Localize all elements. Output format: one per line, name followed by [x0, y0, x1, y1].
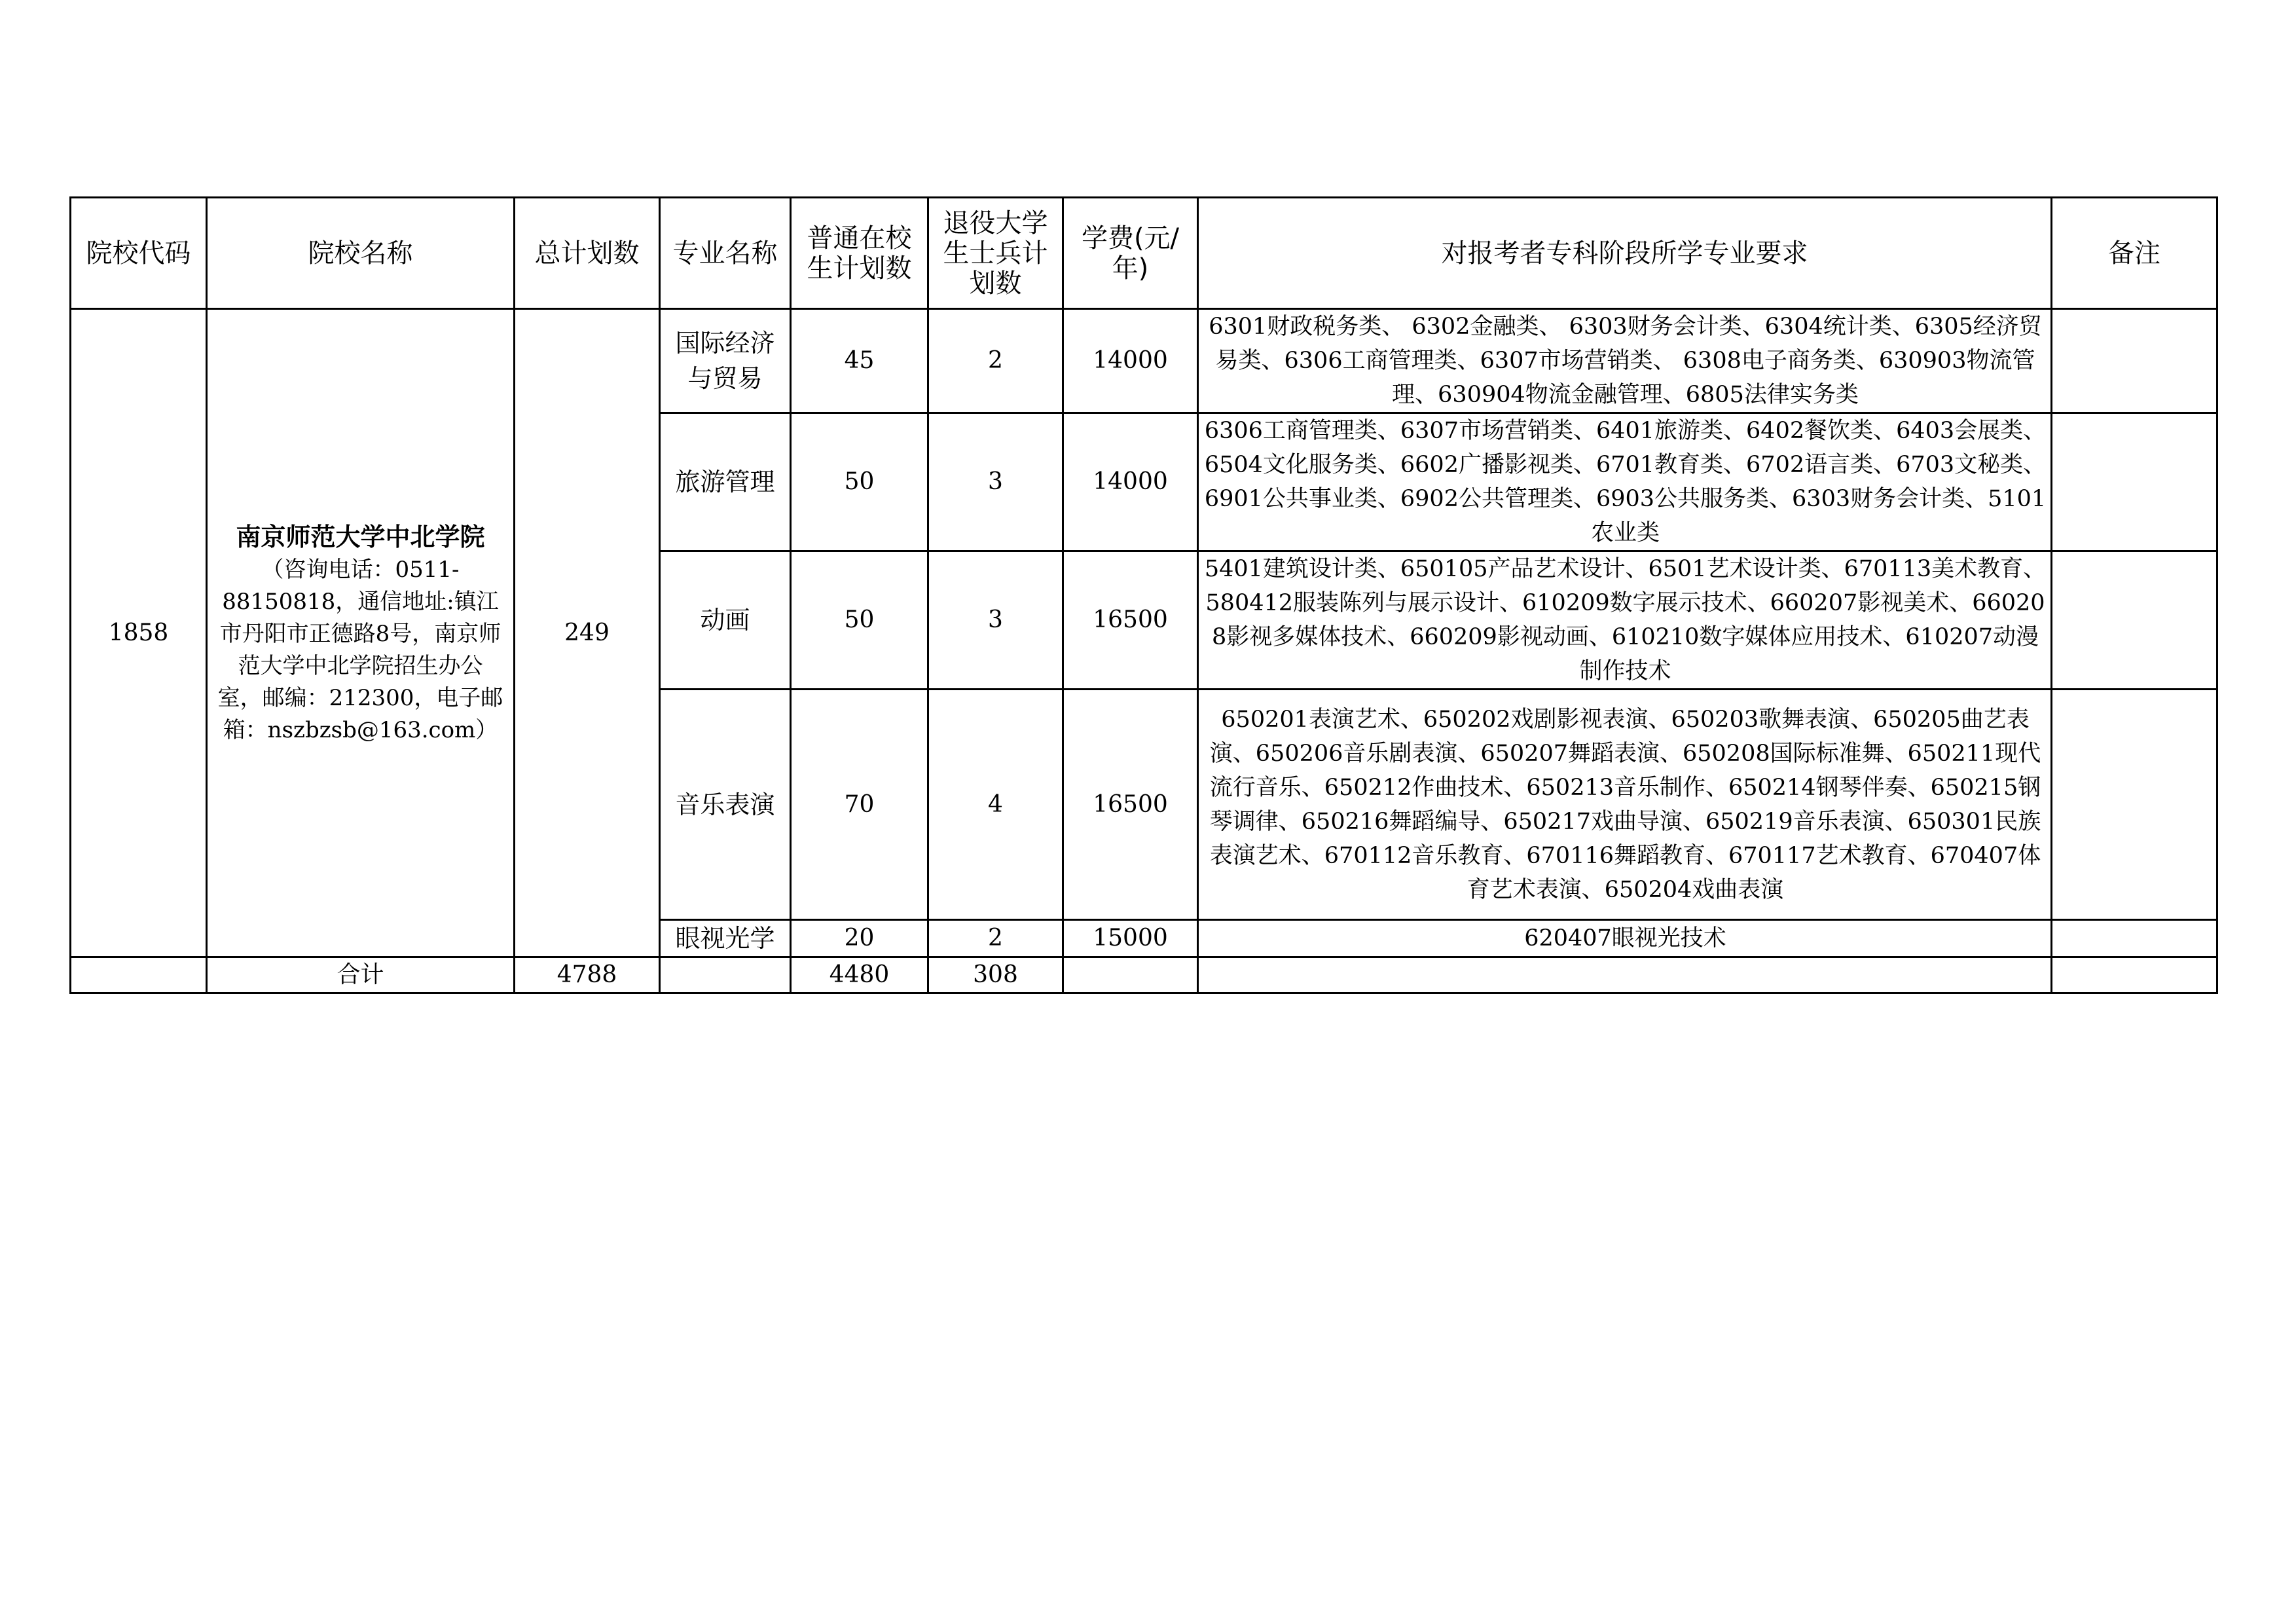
school-contact-info: （咨询电话：0511-88150818，通信地址:镇江市丹阳市正德路8号，南京师范大学中北学院招生办公室，邮编：212300，电子邮箱：nszbzsb@163.com）	[217, 556, 503, 743]
veteran-plan-cell: 3	[928, 413, 1063, 551]
total-empty-cell	[1063, 957, 1198, 993]
regular-plan-cell: 20	[791, 920, 928, 957]
veteran-plan-cell: 2	[928, 920, 1063, 957]
total-regular-sum: 4480	[791, 957, 928, 993]
total-empty-cell	[71, 957, 207, 993]
header-school-name: 院校名称	[207, 198, 515, 309]
requirements-cell: 650201表演艺术、650202戏剧影视表演、650203歌舞表演、650205曲艺表演、650206音乐剧表演、650207舞蹈表演、650208国际标准舞、650211现代流行音乐、650212作曲技术、650213音乐制作、650214钢琴伴奏、650215钢琴调律、650216舞蹈编导、650217戏曲导演、650219音乐表演、650301民族表演艺术、670112音乐教育、670116舞蹈教育、670117艺术教育、670407体育艺术表演、650204戏曲表演	[1198, 690, 2052, 920]
school-code-cell: 1858	[71, 309, 207, 957]
total-empty-cell	[2052, 957, 2217, 993]
requirements-cell: 6306工商管理类、6307市场营销类、6401旅游类、6402餐饮类、6403会展类、6504文化服务类、6602广播影视类、6701教育类、6702语言类、6703文秘类、6901公共事业类、6902公共管理类、6903公共服务类、6303财务会计类、5101农业类	[1198, 413, 2052, 551]
requirements-cell: 5401建筑设计类、650105产品艺术设计、6501艺术设计类、670113美术教育、580412服装陈列与展示设计、610209数字展示技术、660207影视美术、660208影视多媒体技术、660209影视动画、610210数字媒体应用技术、610207动漫制作技术	[1198, 551, 2052, 690]
header-total-plan: 总计划数	[515, 198, 660, 309]
total-empty-cell	[1198, 957, 2052, 993]
total-plan-sum: 4788	[515, 957, 660, 993]
header-requirements: 对报考者专科阶段所学专业要求	[1198, 198, 2052, 309]
remarks-cell	[2052, 309, 2217, 413]
major-name-cell: 眼视光学	[660, 920, 791, 957]
header-tuition: 学费(元/年)	[1063, 198, 1198, 309]
major-name-cell: 音乐表演	[660, 690, 791, 920]
school-total-plan-cell: 249	[515, 309, 660, 957]
header-row	[71, 198, 2217, 309]
major-name-cell: 国际经济与贸易	[660, 309, 791, 413]
remarks-cell	[2052, 551, 2217, 690]
remarks-cell	[2052, 690, 2217, 920]
veteran-plan-cell: 4	[928, 690, 1063, 920]
major-name-cell: 动画	[660, 551, 791, 690]
tuition-cell: 14000	[1063, 309, 1198, 413]
tuition-cell: 16500	[1063, 690, 1198, 920]
total-row	[71, 957, 2217, 993]
header-regular-plan: 普通在校生计划数	[791, 198, 928, 309]
header-major-name: 专业名称	[660, 198, 791, 309]
school-name-cell	[207, 309, 515, 957]
remarks-cell	[2052, 413, 2217, 551]
total-veteran-sum: 308	[928, 957, 1063, 993]
veteran-plan-cell: 2	[928, 309, 1063, 413]
header-school-code: 院校代码	[71, 198, 207, 309]
tuition-cell: 16500	[1063, 551, 1198, 690]
regular-plan-cell: 70	[791, 690, 928, 920]
requirements-cell: 6301财政税务类、 6302金融类、 6303财务会计类、6304统计类、6305经济贸易类、6306工商管理类、6307市场营销类、 6308电子商务类、630903物流管理、630904物流金融管理、6805法律实务类	[1198, 309, 2052, 413]
requirements-cell: 620407眼视光技术	[1198, 920, 2052, 957]
total-label: 合计	[207, 957, 515, 993]
tuition-cell: 15000	[1063, 920, 1198, 957]
table-row	[71, 309, 2217, 413]
veteran-plan-cell: 3	[928, 551, 1063, 690]
total-empty-cell	[660, 957, 791, 993]
major-name-cell: 旅游管理	[660, 413, 791, 551]
school-name: 南京师范大学中北学院	[236, 521, 485, 551]
header-remarks: 备注	[2052, 198, 2217, 309]
tuition-cell: 14000	[1063, 413, 1198, 551]
regular-plan-cell: 45	[791, 309, 928, 413]
regular-plan-cell: 50	[791, 413, 928, 551]
regular-plan-cell: 50	[791, 551, 928, 690]
remarks-cell	[2052, 920, 2217, 957]
header-veteran-plan: 退役大学生士兵计划数	[928, 198, 1063, 309]
admissions-plan-table	[69, 196, 2218, 994]
